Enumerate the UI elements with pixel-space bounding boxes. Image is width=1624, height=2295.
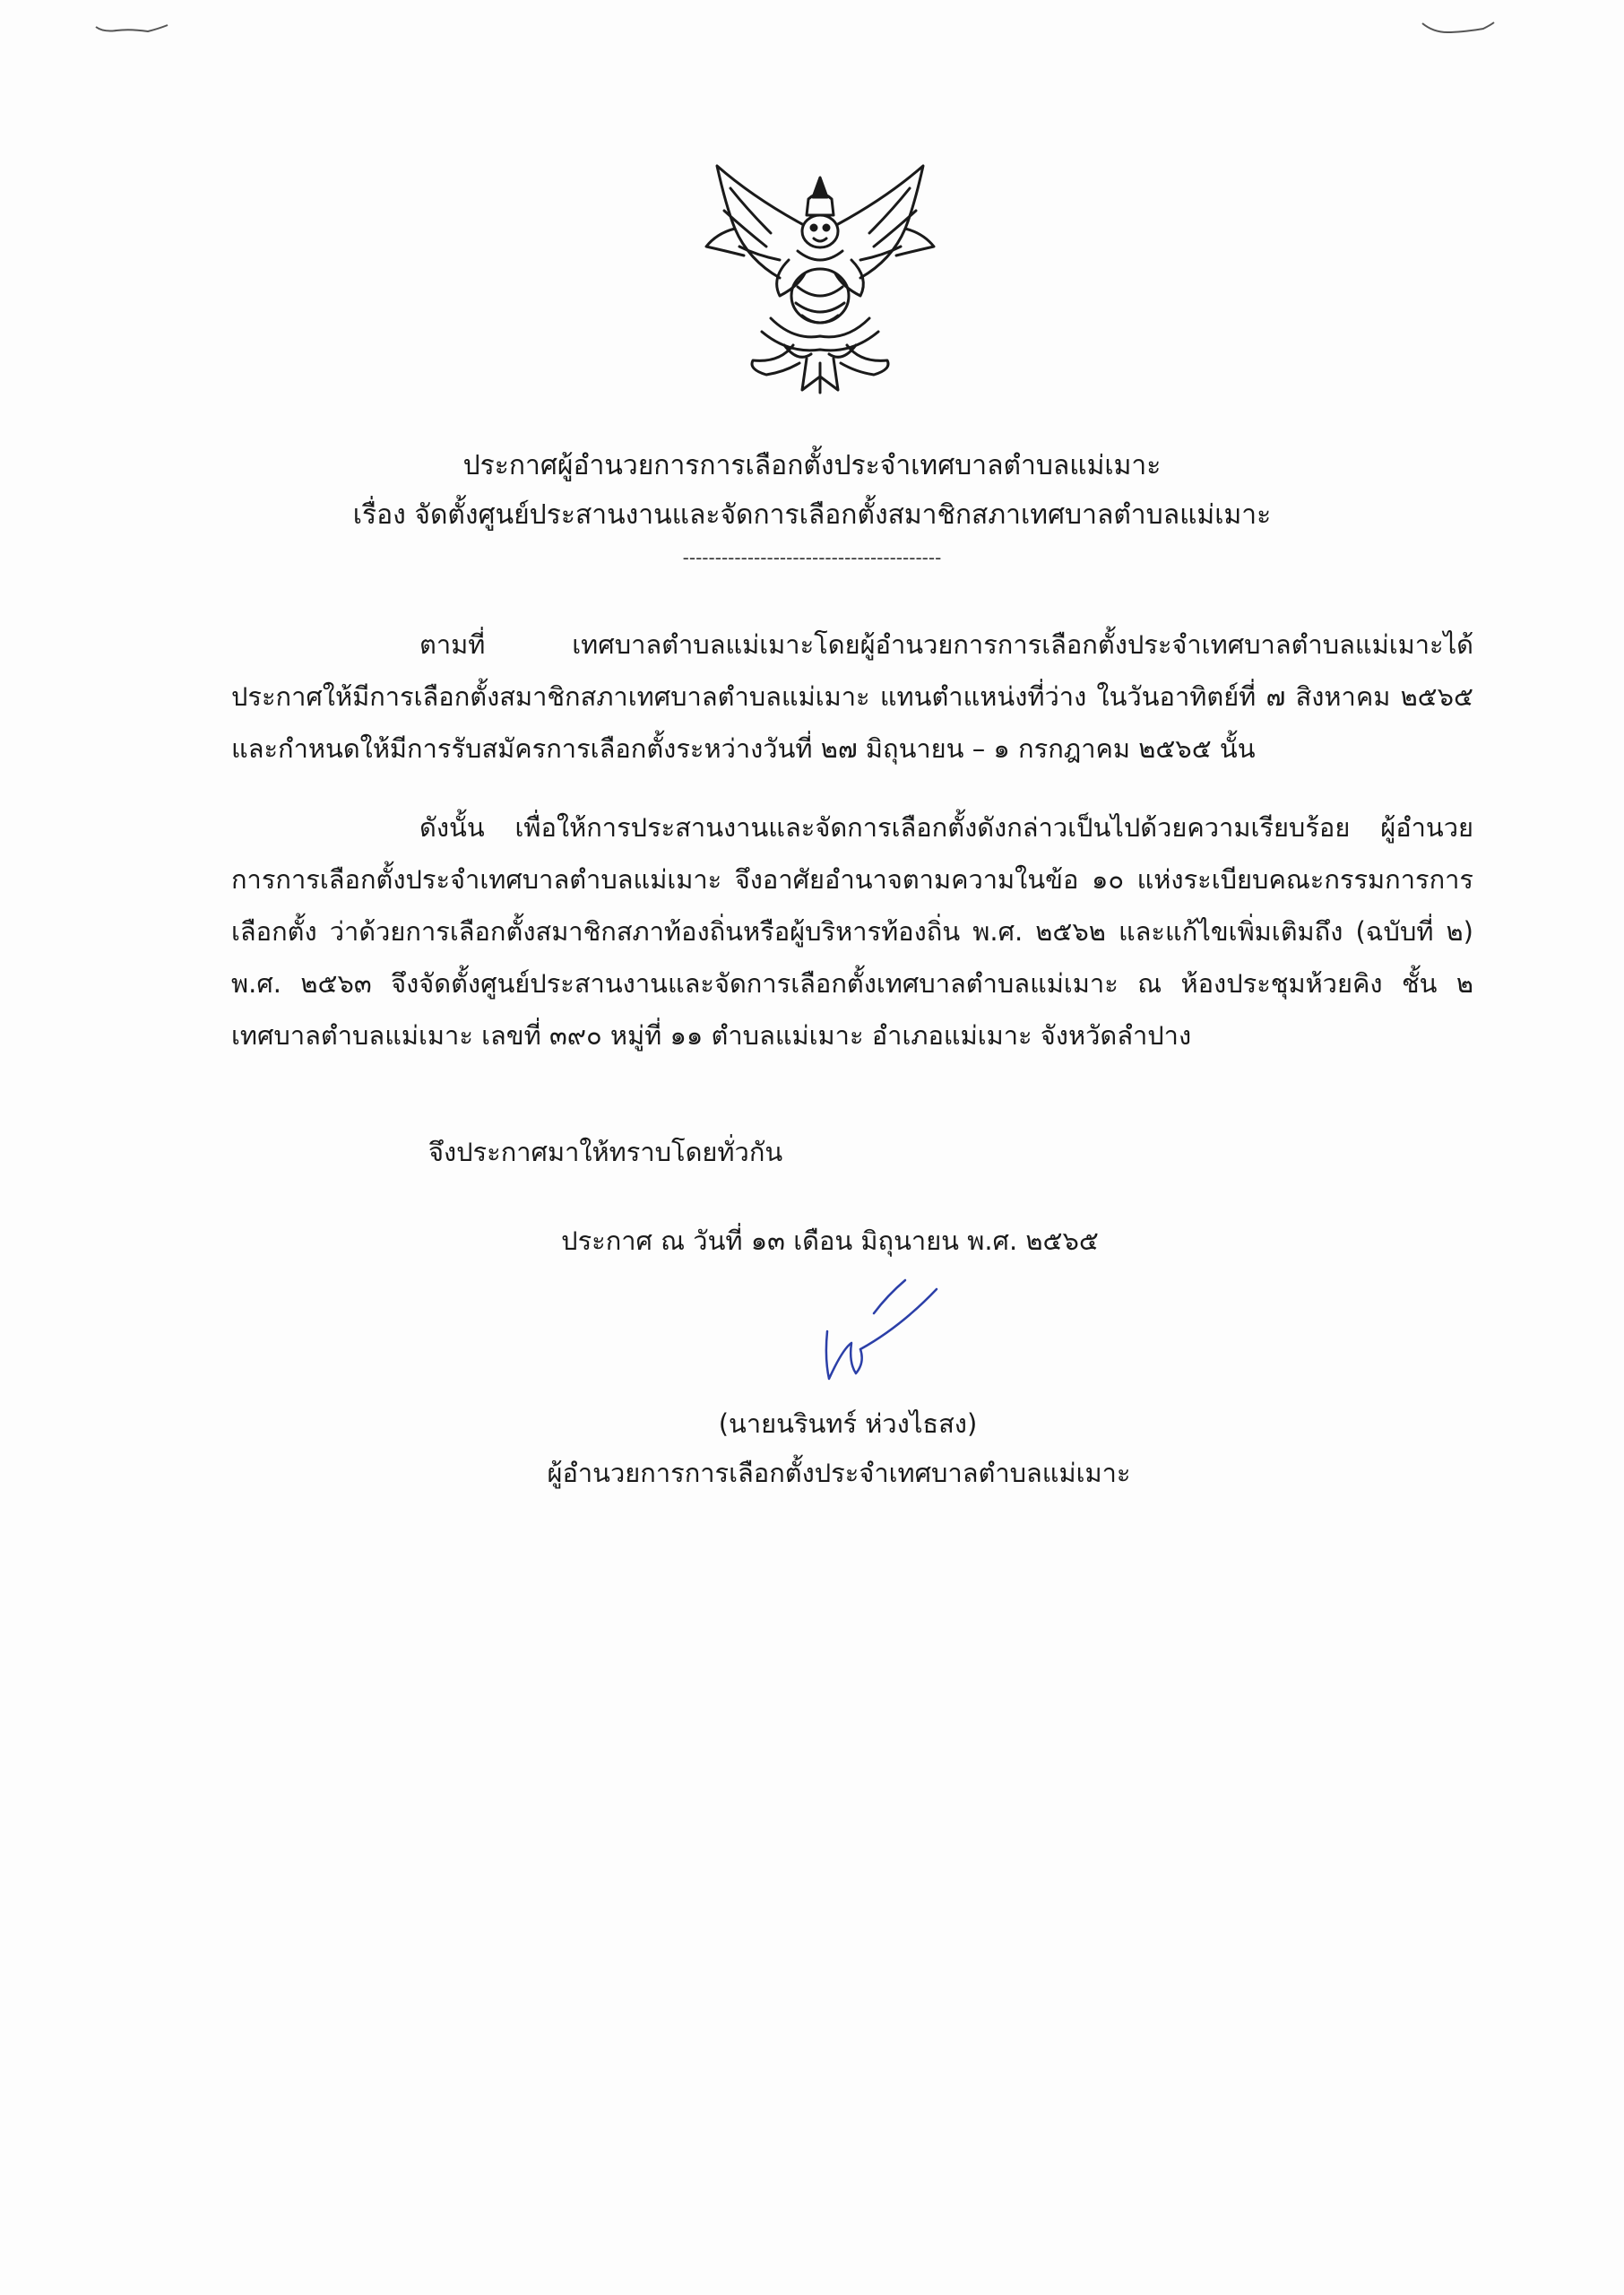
garuda-emblem-icon bbox=[699, 161, 941, 399]
announcement-date: ประกาศ ณ วันที่ ๑๓ เดือน มิถุนายน พ.ศ. ๒๕๖๕ bbox=[561, 1225, 1099, 1256]
body-paragraph-1 bbox=[231, 619, 1473, 775]
signer-position: ผู้อำนวยการการเลือกตั้งประจำเทศบาลตำบลแม่เมาะ bbox=[547, 1458, 1131, 1488]
handwritten-signature bbox=[811, 1273, 946, 1390]
closing-statement: จึงประกาศมาให้ทราบโดยทั่วกัน bbox=[428, 1137, 783, 1167]
announcement-subject: เรื่อง จัดตั้งศูนย์ประสานงานและจัดการเลือกตั้งสมาชิกสภาเทศบาลตำบลแม่เมาะ bbox=[352, 499, 1272, 531]
paragraph-2-text: ดังนั้น เพื่อให้การประสานงานและจัดการเลือกตั้งดังกล่าวเป็นไปด้วยความเรียบร้อย ผู้อำนวยการการเลือกตั้งประจำเทศบาลตำบลแม่เมาะ จึงอาศัยอำนาจตามความในข้อ ๑๐ แห่งระเบียบคณะกรรมการการเลือกตั้ง ว่าด้วยการเลือกตั้งสมาชิกสภาท้องถิ่นหรือผู้บริหารท้องถิ่น พ.ศ. ๒๕๖๒ และแก้ไขเพิ่มเติมถึง (ฉบับที่ ๒) พ.ศ. ๒๕๖๓ จึงจัดตั้งศูนย์ประสานงานและจัดการเลือกตั้งเทศบาลตำบลแม่เมาะ ณ ห้องประชุมห้วยคิง ชั้น ๒ เทศบาลตำบลแม่เมาะ เลขที่ ๓๙๐ หมู่ที่ ๑๑ ตำบลแม่เมาะ อำเภอแม่เมาะ จังหวัดลำปาง bbox=[231, 812, 1473, 1051]
paragraph-1-text: ตามที่ เทศบาลตำบลแม่เมาะโดยผู้อำนวยการการเลือกตั้งประจำเทศบาลตำบลแม่เมาะได้ประกาศให้มีการเลือกตั้งสมาชิกสภาเทศบาลตำบลแม่เมาะ แทนตำแหน่งที่ว่าง ในวันอาทิตย์ที่ ๗ สิงหาคม ๒๕๖๕ และกำหนดให้มีการรับสมัครการเลือกตั้งระหว่างวันที่ ๒๗ มิถุนายน – ๑ กรกฎาคม ๒๕๖๕ นั้น bbox=[231, 629, 1473, 764]
body-paragraph-2 bbox=[231, 801, 1473, 1061]
signer-name: (นายนรินทร์ ห่วงไธสง) bbox=[718, 1408, 978, 1439]
title-divider: ---------------------------------------- bbox=[682, 547, 942, 568]
scan-artifact-mark bbox=[1421, 20, 1497, 38]
scan-artifact-mark bbox=[94, 20, 170, 38]
announcement-title: ประกาศผู้อำนวยการการเลือกตั้งประจำเทศบาลตำบลแม่เมาะ bbox=[462, 450, 1162, 481]
